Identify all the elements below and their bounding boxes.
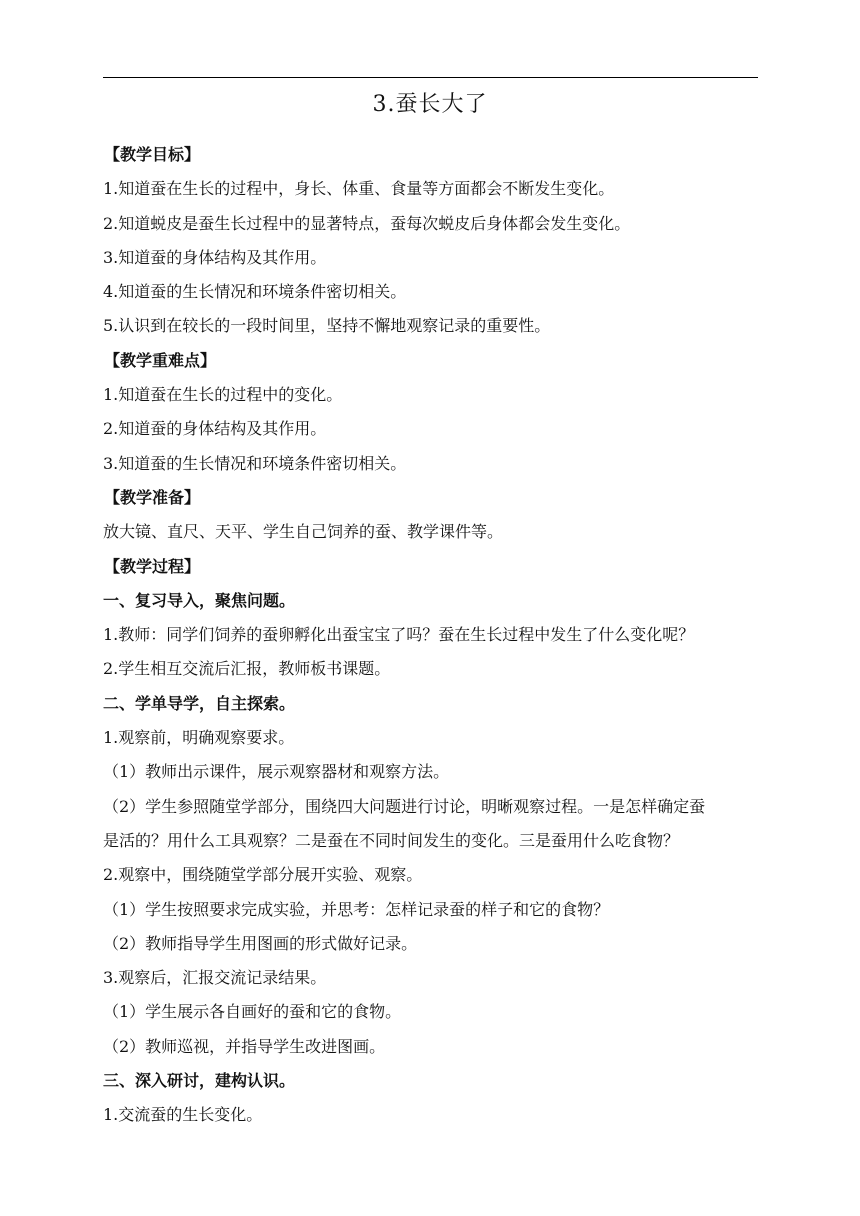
step-heading: 一、复习导入，聚焦问题。 xyxy=(103,590,296,610)
paragraph-line: 3.知道蚕的生长情况和环境条件密切相关。 xyxy=(103,453,407,473)
header-rule xyxy=(103,77,758,78)
section-heading: 【教学过程】 xyxy=(104,556,201,576)
paragraph-line: 4.知道蚕的生长情况和环境条件密切相关。 xyxy=(103,282,407,302)
page-title: 3.蚕长大了 xyxy=(372,92,488,117)
sub-item-line: （2）学生参照随堂学部分，围绕四大问题进行讨论，明晰观察过程。一是怎样确定蚕 xyxy=(103,796,706,816)
paragraph-line: 5.认识到在较长的一段时间里，坚持不懈地观察记录的重要性。 xyxy=(103,316,551,336)
paragraph-line: 1.交流蚕的生长变化。 xyxy=(103,1105,263,1125)
sub-item-line: （1）学生展示各自画好的蚕和它的食物。 xyxy=(103,1002,402,1022)
paragraph-line: 是活的？用什么工具观察？二是蚕在不同时间发生的变化。三是蚕用什么吃食物？ xyxy=(103,830,680,850)
section-heading: 【教学准备】 xyxy=(104,487,201,507)
paragraph-line: 2.知道蚕的身体结构及其作用。 xyxy=(103,419,327,439)
paragraph-line: 2.学生相互交流后汇报，教师板书课题。 xyxy=(103,659,391,679)
paragraph-line: 2.观察中，围绕随堂学部分展开实验、观察。 xyxy=(103,865,423,885)
paragraph-line: 1.观察前，明确观察要求。 xyxy=(103,728,295,748)
paragraph-line: 1.知道蚕在生长的过程中的变化。 xyxy=(103,385,343,405)
document-body xyxy=(103,138,760,1133)
paragraph-line: 2.知道蜕皮是蚕生长过程中的显著特点，蚕每次蜕皮后身体都会发生变化。 xyxy=(103,213,631,233)
section-heading: 【教学目标】 xyxy=(104,145,201,164)
step-heading: 二、学单导学，自主探索。 xyxy=(103,693,296,713)
step-heading: 三、深入研讨，建构认识。 xyxy=(103,1071,296,1091)
section-heading: 【教学重难点】 xyxy=(104,350,217,370)
sub-item-line: （2）教师巡视，并指导学生改进图画。 xyxy=(103,1036,386,1056)
sub-item-line: （2）教师指导学生用图画的形式做好记录。 xyxy=(103,933,418,953)
paragraph-line: 3.知道蚕的身体结构及其作用。 xyxy=(103,247,327,267)
sub-item-line: （1）学生按照要求完成实验，并思考：怎样记录蚕的样子和它的食物？ xyxy=(103,899,610,919)
paragraph-line: 3.观察后，汇报交流记录结果。 xyxy=(103,968,327,988)
paragraph-line: 1.教师：同学们饲养的蚕卵孵化出蚕宝宝了吗？蚕在生长过程中发生了什么变化呢？ xyxy=(103,625,695,645)
paragraph-line: 1.知道蚕在生长的过程中，身长、体重、食量等方面都会不断发生变化。 xyxy=(103,179,615,199)
sub-item-line: （1）教师出示课件，展示观察器材和观察方法。 xyxy=(103,762,450,782)
paragraph-line: 放大镜、直尺、天平、学生自己饲养的蚕、教学课件等。 xyxy=(103,522,504,542)
